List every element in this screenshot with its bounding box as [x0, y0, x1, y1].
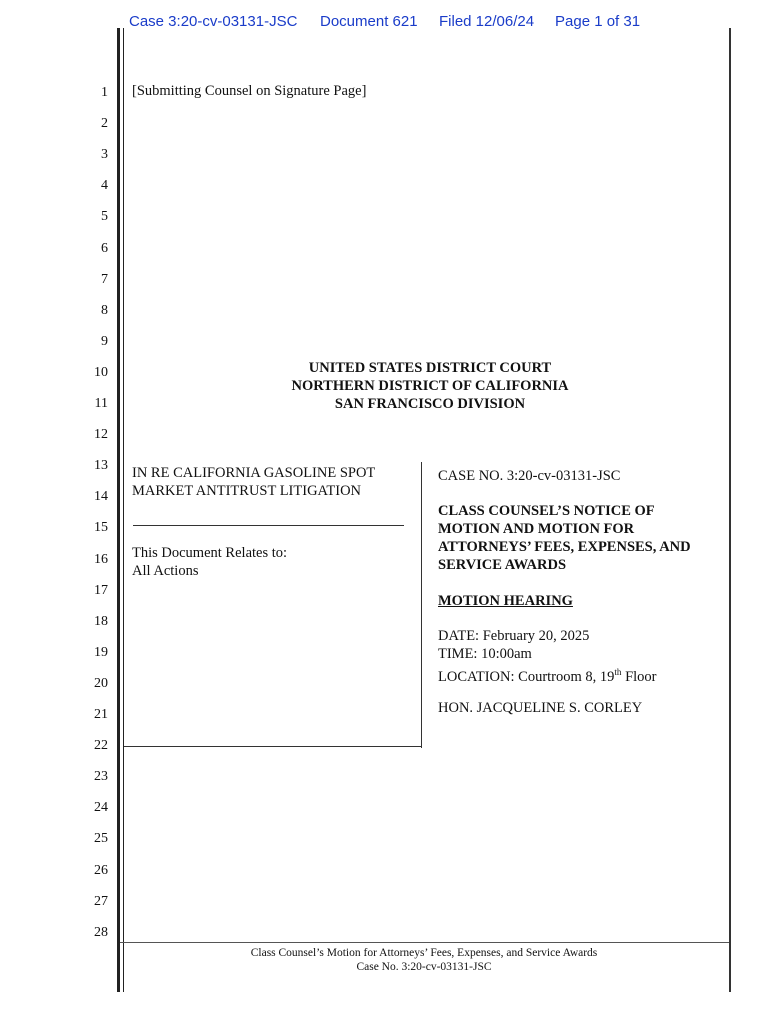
line-number: 17: [94, 582, 108, 598]
case-title: [132, 464, 375, 500]
motion-title-line-4: SERVICE AWARDS: [438, 557, 567, 573]
line-number: 19: [94, 644, 108, 660]
header-case-number: Case 3:20-cv-03131-JSC: [129, 13, 298, 30]
header-document-number: Document 621: [320, 13, 418, 30]
judge-name: HON. JACQUELINE S. CORLEY: [438, 700, 643, 716]
hearing-time: TIME: 10:00am: [438, 646, 532, 662]
line-number: 15: [94, 520, 108, 536]
header-filed-date: Filed 12/06/24: [439, 13, 535, 30]
line-number: 24: [94, 800, 108, 816]
hearing-location-superscript: th: [614, 667, 622, 677]
line-number: 14: [94, 489, 108, 505]
line-number: 1: [101, 85, 108, 100]
case-title-line-2: MARKET ANTITRUST LITIGATION: [132, 483, 362, 499]
case-title-line-1: IN RE CALIFORNIA GASOLINE SPOT: [132, 465, 376, 481]
line-number: 6: [101, 240, 108, 256]
hearing-location: [438, 663, 656, 686]
court-name: [220, 359, 640, 413]
left-margin-rule-inner: [123, 28, 124, 992]
line-number: 11: [94, 396, 108, 411]
relates-to-line-1: This Document Relates to:: [132, 545, 288, 561]
motion-hearing-heading: [438, 592, 573, 610]
line-number: 20: [94, 675, 108, 691]
motion-title-line-1: CLASS COUNSEL’S NOTICE OF: [438, 503, 655, 519]
motion-title: [438, 502, 691, 574]
motion-hearing-heading-text: MOTION HEARING: [438, 593, 573, 609]
line-number: 4: [101, 178, 108, 194]
right-margin-rule: [729, 28, 731, 992]
footer-title: Class Counsel’s Motion for Attorneys’ Fees, Expenses, and Service Awards: [250, 947, 598, 959]
line-number: 18: [94, 613, 108, 629]
line-number: 16: [94, 551, 108, 567]
footer-rule: [120, 942, 729, 943]
line-number: 3: [101, 147, 108, 163]
court-line-1: UNITED STATES DISTRICT COURT: [308, 360, 552, 376]
caption-divider: [133, 525, 404, 526]
hearing-details: [438, 627, 656, 686]
case-number-label: CASE NO. 3:20-cv-03131-JSC: [438, 468, 621, 484]
line-number: 21: [94, 707, 108, 722]
motion-title-line-3: ATTORNEYS’ FEES, EXPENSES, AND: [438, 539, 691, 555]
submitting-counsel-note: [Submitting Counsel on Signature Page]: [132, 83, 367, 99]
line-number: 12: [94, 427, 108, 443]
line-number: 25: [94, 831, 108, 847]
line-number: 26: [94, 862, 108, 878]
line-number: 23: [94, 769, 108, 785]
left-margin-rule: [117, 28, 120, 992]
header-page-count: Page 1 of 31: [555, 13, 641, 30]
line-number: 8: [101, 302, 108, 318]
footer-case-number: Case No. 3:20-cv-03131-JSC: [356, 961, 492, 973]
line-number: 22: [94, 738, 108, 754]
caption-box-right-border: [421, 462, 422, 748]
line-number: 27: [94, 893, 108, 909]
relates-to: [132, 544, 287, 580]
motion-title-line-2: MOTION AND MOTION FOR: [438, 521, 635, 537]
line-number: 28: [94, 924, 108, 940]
court-line-2: NORTHERN DISTRICT OF CALIFORNIA: [291, 378, 569, 394]
caption-box-bottom-border: [124, 746, 422, 747]
line-number: 2: [101, 116, 108, 132]
relates-to-line-2: All Actions: [132, 563, 199, 579]
line-number: 5: [101, 209, 108, 225]
line-number: 13: [94, 458, 108, 474]
line-number: 10: [94, 364, 108, 380]
hearing-date: DATE: February 20, 2025: [438, 628, 590, 644]
line-number: 9: [101, 333, 108, 349]
court-line-3: SAN FRANCISCO DIVISION: [334, 396, 526, 412]
hearing-location-prefix: LOCATION: Courtroom 8, 19: [438, 668, 615, 685]
line-number: 7: [101, 271, 108, 287]
hearing-location-suffix: Floor: [621, 668, 657, 685]
